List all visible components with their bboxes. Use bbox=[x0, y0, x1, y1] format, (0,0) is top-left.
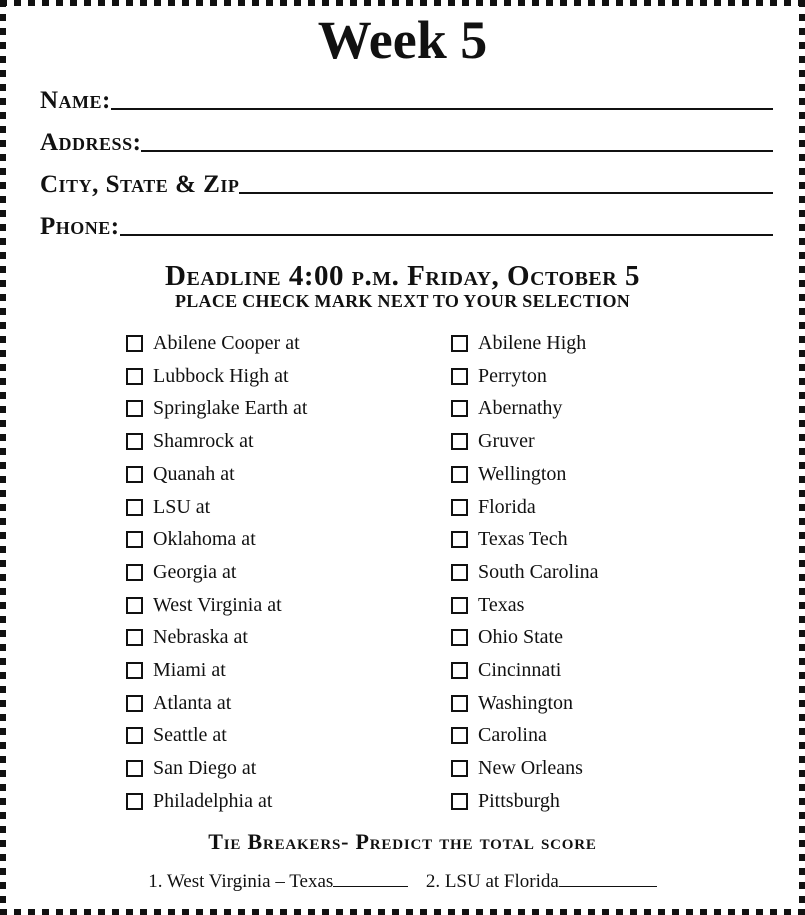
checkbox[interactable] bbox=[451, 368, 468, 385]
tiebreakers-row bbox=[0, 870, 805, 894]
pick-option-away[interactable] bbox=[126, 395, 307, 421]
checkbox[interactable] bbox=[451, 760, 468, 777]
checkbox[interactable] bbox=[126, 695, 143, 712]
pick-option-home[interactable] bbox=[451, 592, 524, 618]
name-line[interactable] bbox=[111, 107, 773, 110]
pick-option-away[interactable] bbox=[126, 755, 256, 781]
checkbox[interactable] bbox=[451, 499, 468, 516]
checkbox[interactable] bbox=[126, 335, 143, 352]
team-label: Atlanta at bbox=[153, 691, 232, 714]
checkbox[interactable] bbox=[126, 499, 143, 516]
team-label: Texas Tech bbox=[478, 527, 568, 550]
border-bottom bbox=[0, 909, 805, 915]
border-top bbox=[0, 0, 805, 6]
pick-option-away[interactable] bbox=[126, 330, 300, 356]
pick-option-home[interactable] bbox=[451, 657, 561, 683]
team-label: Texas bbox=[478, 593, 525, 616]
team-label: San Diego at bbox=[153, 756, 257, 779]
pick-option-home[interactable] bbox=[451, 395, 562, 421]
pick-option-away[interactable] bbox=[126, 624, 248, 650]
team-label: West Virginia at bbox=[153, 593, 282, 616]
team-label: Gruver bbox=[478, 429, 535, 452]
team-label: Springlake Earth at bbox=[153, 396, 308, 419]
checkbox[interactable] bbox=[451, 597, 468, 614]
team-label: Carolina bbox=[478, 723, 547, 746]
tiebreaker-1-label: 1. West Virginia – Texas bbox=[148, 871, 334, 892]
team-label: Wellington bbox=[478, 462, 567, 485]
team-label: South Carolina bbox=[478, 560, 599, 583]
city-state-zip-field[interactable] bbox=[40, 168, 773, 198]
checkbox[interactable] bbox=[126, 597, 143, 614]
pick-option-home[interactable] bbox=[451, 330, 586, 356]
pick-option-home[interactable] bbox=[451, 461, 566, 487]
phone-line[interactable] bbox=[120, 233, 773, 236]
pick-option-home[interactable] bbox=[451, 624, 563, 650]
pick-option-home[interactable] bbox=[451, 722, 547, 748]
city-state-zip-label: City, State & Zip bbox=[40, 171, 240, 198]
team-label: Philadelphia at bbox=[153, 789, 273, 812]
pick-option-away[interactable] bbox=[126, 788, 272, 814]
tiebreaker-2-label: 2. LSU at Florida bbox=[425, 871, 559, 892]
checkbox[interactable] bbox=[451, 531, 468, 548]
checkbox[interactable] bbox=[451, 433, 468, 450]
checkbox[interactable] bbox=[451, 400, 468, 417]
pick-option-away[interactable] bbox=[126, 461, 235, 487]
tiebreaker-2-blank[interactable] bbox=[559, 870, 657, 887]
team-label: Perryton bbox=[478, 364, 547, 387]
tiebreaker-1-blank[interactable] bbox=[333, 870, 408, 887]
checkbox[interactable] bbox=[126, 727, 143, 744]
pick-option-away[interactable] bbox=[126, 494, 210, 520]
pick-option-away[interactable] bbox=[126, 526, 256, 552]
team-label: Shamrock at bbox=[153, 429, 254, 452]
checkbox[interactable] bbox=[126, 400, 143, 417]
tiebreakers-heading: Tie Breakers- Predict the total score bbox=[208, 829, 597, 854]
pick-option-away[interactable] bbox=[126, 592, 282, 618]
checkbox[interactable] bbox=[451, 662, 468, 679]
team-label: LSU at bbox=[153, 495, 211, 518]
team-label: Ohio State bbox=[478, 625, 563, 648]
pick-option-away[interactable] bbox=[126, 559, 237, 585]
team-label: Abilene Cooper at bbox=[153, 331, 300, 354]
checkbox[interactable] bbox=[126, 368, 143, 385]
team-label: Nebraska at bbox=[153, 625, 248, 648]
team-label: Pittsburgh bbox=[478, 789, 560, 812]
deadline-heading: Deadline 4:00 p.m. Friday, October 5 bbox=[165, 260, 640, 292]
team-label: Miami at bbox=[153, 658, 226, 681]
checkbox[interactable] bbox=[451, 695, 468, 712]
checkbox[interactable] bbox=[451, 793, 468, 810]
pick-option-home[interactable] bbox=[451, 788, 560, 814]
pick-option-away[interactable] bbox=[126, 722, 227, 748]
team-label: New Orleans bbox=[478, 756, 583, 779]
pick-option-home[interactable] bbox=[451, 428, 535, 454]
team-label: Abernathy bbox=[478, 396, 563, 419]
checkbox[interactable] bbox=[126, 629, 143, 646]
checkbox[interactable] bbox=[126, 662, 143, 679]
page-title: Week 5 bbox=[317, 10, 488, 70]
pick-option-away[interactable] bbox=[126, 428, 254, 454]
checkbox[interactable] bbox=[126, 793, 143, 810]
team-label: Florida bbox=[478, 495, 536, 518]
pick-option-home[interactable] bbox=[451, 755, 583, 781]
team-label: Lubbock High at bbox=[153, 364, 289, 387]
team-label: Washington bbox=[478, 691, 574, 714]
border-left bbox=[0, 0, 6, 915]
pick-option-away[interactable] bbox=[126, 690, 231, 716]
team-label: Oklahoma at bbox=[153, 527, 256, 550]
phone-label: Phone: bbox=[40, 213, 120, 240]
checkbox[interactable] bbox=[126, 760, 143, 777]
checkbox[interactable] bbox=[126, 433, 143, 450]
pick-option-home[interactable] bbox=[451, 690, 573, 716]
team-label: Cincinnati bbox=[478, 658, 562, 681]
pick-option-away[interactable] bbox=[126, 657, 226, 683]
checkbox[interactable] bbox=[451, 629, 468, 646]
pick-option-away[interactable] bbox=[126, 363, 289, 389]
address-field[interactable] bbox=[40, 126, 773, 156]
instructions-text: PLACE CHECK MARK NEXT TO YOUR SELECTION bbox=[174, 291, 631, 311]
team-label: Abilene High bbox=[478, 331, 587, 354]
pick-option-home[interactable] bbox=[451, 363, 547, 389]
team-label: Georgia at bbox=[153, 560, 237, 583]
checkbox[interactable] bbox=[451, 727, 468, 744]
pick-option-home[interactable] bbox=[451, 559, 599, 585]
checkbox[interactable] bbox=[126, 564, 143, 581]
checkbox[interactable] bbox=[126, 531, 143, 548]
address-line[interactable] bbox=[141, 149, 773, 152]
pick-option-home[interactable] bbox=[451, 526, 568, 552]
team-label: Seattle at bbox=[153, 723, 227, 746]
address-label: Address: bbox=[40, 129, 142, 156]
checkbox[interactable] bbox=[126, 466, 143, 483]
name-field[interactable] bbox=[40, 84, 773, 114]
checkbox[interactable] bbox=[451, 466, 468, 483]
checkbox[interactable] bbox=[451, 335, 468, 352]
pick-option-home[interactable] bbox=[451, 494, 536, 520]
city-state-zip-line[interactable] bbox=[239, 191, 773, 194]
phone-field[interactable] bbox=[40, 210, 773, 240]
team-label: Quanah at bbox=[153, 462, 235, 485]
border-right bbox=[799, 0, 805, 915]
name-label: Name: bbox=[40, 87, 111, 114]
checkbox[interactable] bbox=[451, 564, 468, 581]
